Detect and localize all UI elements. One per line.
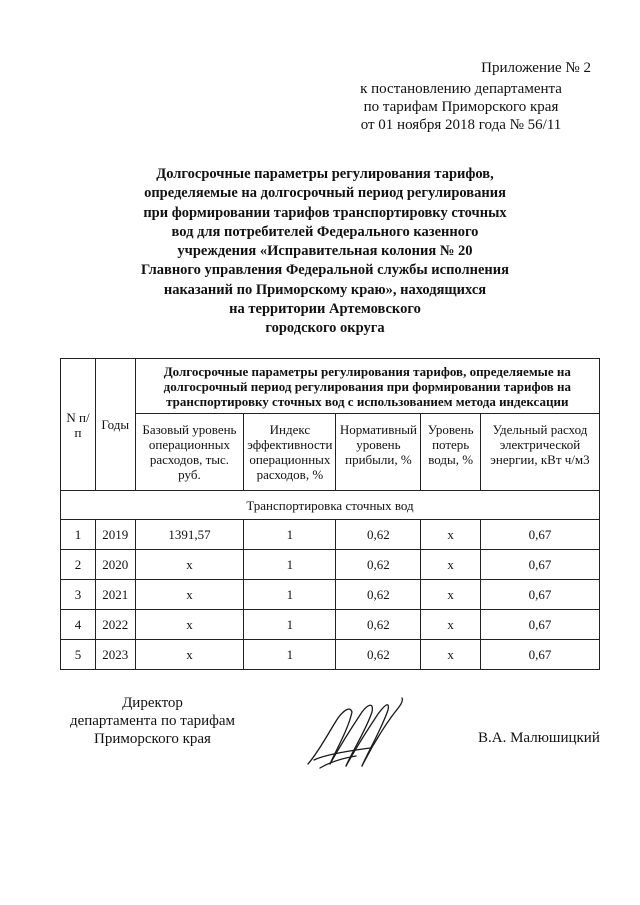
cell: 1 bbox=[61, 520, 96, 550]
cell: х bbox=[135, 550, 244, 580]
table-row bbox=[61, 640, 600, 670]
signer-line: Директор bbox=[122, 695, 183, 711]
title-line: при формировании тарифов транспортировку сточных bbox=[143, 204, 507, 221]
header-efficiency-index: Индекс эффективности операционных расходов, % bbox=[244, 414, 336, 491]
cell: 0,62 bbox=[336, 550, 421, 580]
header-water-loss: Уровень потерь воды, % bbox=[421, 414, 481, 491]
table-row bbox=[61, 610, 600, 640]
table-row bbox=[61, 580, 600, 610]
title-line: Главного управления Федеральной службы исполнения bbox=[141, 262, 509, 279]
title-line: наказаний по Приморскому краю», находящихся bbox=[163, 281, 487, 298]
cell: 0,67 bbox=[480, 610, 599, 640]
cell: х bbox=[421, 640, 481, 670]
cell: 1 bbox=[244, 640, 336, 670]
cell: х bbox=[135, 580, 244, 610]
cell: х bbox=[421, 550, 481, 580]
cell: 0,62 bbox=[336, 580, 421, 610]
header-base-opex: Базовый уровень операционных расходов, тыс. руб. bbox=[135, 414, 244, 491]
cell: 4 bbox=[61, 610, 96, 640]
cell: 2 bbox=[61, 550, 96, 580]
signer-line: департамента по тарифам bbox=[69, 713, 236, 729]
header-year: Годы bbox=[95, 359, 135, 491]
cell: 1 bbox=[244, 520, 336, 550]
cell: 0,67 bbox=[480, 580, 599, 610]
cell: 0,62 bbox=[336, 520, 421, 550]
cell: 2019 bbox=[95, 520, 135, 550]
cell: 1 bbox=[244, 610, 336, 640]
document-title bbox=[110, 165, 540, 339]
appendix-line: по тарифам Приморского края bbox=[363, 99, 559, 115]
parameters-table bbox=[60, 358, 600, 670]
signer-position bbox=[60, 694, 245, 748]
cell: 5 bbox=[61, 640, 96, 670]
cell: х bbox=[421, 520, 481, 550]
title-line: Долгосрочные параметры регулирования тарифов, bbox=[156, 166, 494, 182]
title-line: учреждения «Исправительная колония № 20 bbox=[177, 243, 473, 260]
cell: х bbox=[421, 610, 481, 640]
section-title: Транспортировка сточных вод bbox=[61, 491, 600, 520]
header-profit-level: Нормативный уровень прибыли, % bbox=[336, 414, 421, 491]
table-row bbox=[61, 550, 600, 580]
cell: 2022 bbox=[95, 610, 135, 640]
appendix-reference bbox=[331, 80, 591, 134]
cell: 0,67 bbox=[480, 640, 599, 670]
signer-name: В.А. Малюшицкий bbox=[478, 730, 600, 746]
cell: 1391,57 bbox=[135, 520, 244, 550]
cell: х bbox=[135, 640, 244, 670]
cell: 2021 bbox=[95, 580, 135, 610]
cell: 2020 bbox=[95, 550, 135, 580]
table-row bbox=[61, 520, 600, 550]
cell: 0,67 bbox=[480, 550, 599, 580]
title-line: определяемые на долгосрочный период регулирования bbox=[144, 185, 506, 202]
cell: 0,67 bbox=[480, 520, 599, 550]
cell: 0,62 bbox=[336, 610, 421, 640]
cell: 0,62 bbox=[336, 640, 421, 670]
signer-line: Приморского края bbox=[94, 731, 211, 747]
title-line: на территории Артемовского bbox=[229, 301, 421, 318]
cell: 1 bbox=[244, 550, 336, 580]
appendix-line: к постановлению департамента bbox=[360, 81, 562, 97]
cell: х bbox=[135, 610, 244, 640]
cell: х bbox=[421, 580, 481, 610]
cell: 2023 bbox=[95, 640, 135, 670]
title-line: городского округа bbox=[265, 320, 385, 337]
header-group: Долгосрочные параметры регулирования тарифов, определяемые на долгосрочный период регулирования при формировании тарифов на транспортировку сточных вод с использованием метода индексации bbox=[135, 359, 599, 414]
appendix-title: Приложение № 2 bbox=[481, 60, 591, 76]
header-num: N п/п bbox=[61, 359, 96, 491]
header-energy-consumption: Удельный расход электрической энергии, кВт ч/м3 bbox=[480, 414, 599, 491]
cell: 3 bbox=[61, 580, 96, 610]
cell: 1 bbox=[244, 580, 336, 610]
appendix-line: от 01 ноября 2018 года № 56/11 bbox=[360, 117, 562, 133]
handwritten-signature bbox=[300, 690, 410, 775]
title-line: вод для потребителей Федерального казенного bbox=[171, 223, 479, 240]
